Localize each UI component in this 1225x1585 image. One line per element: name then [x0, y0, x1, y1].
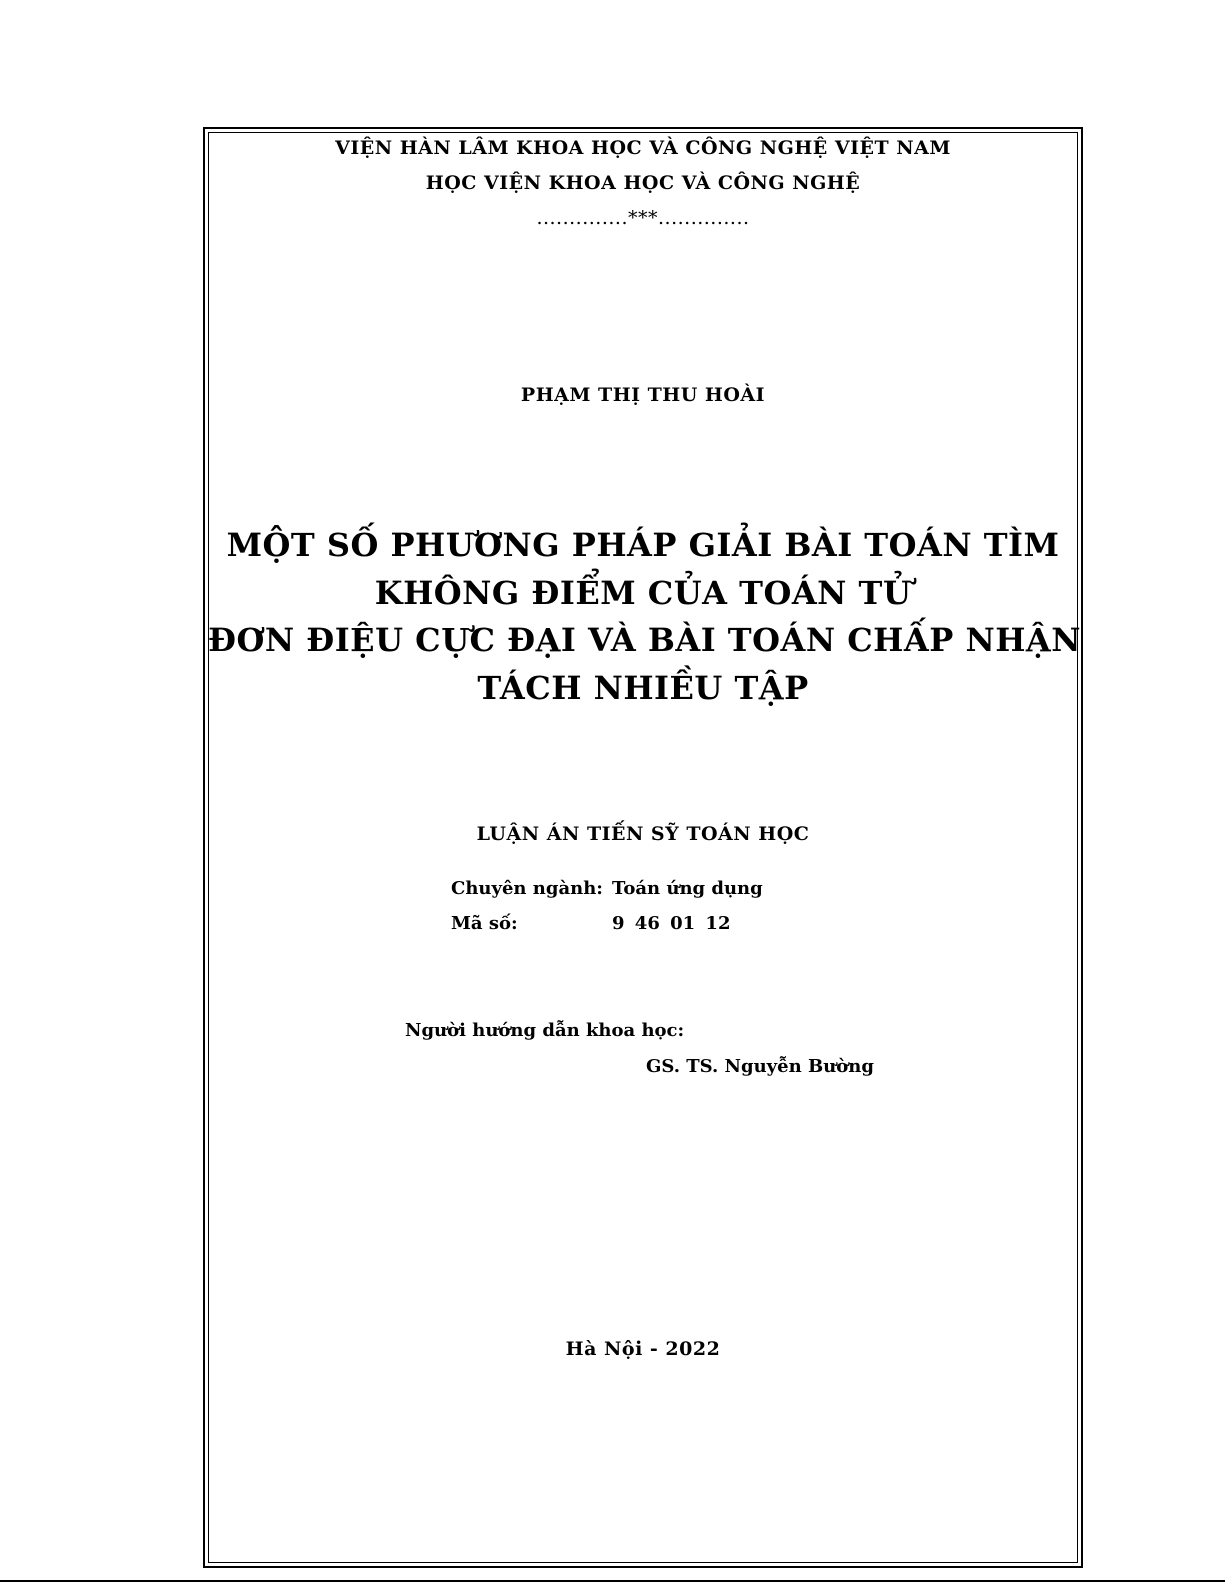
thesis-title-line-4: TÁCH NHIỀU TẬP: [477, 669, 809, 707]
author-name: PHẠM THỊ THU HOÀI: [520, 384, 766, 406]
thesis-title-line-3: ĐƠN ĐIỆU CỰC ĐẠI VÀ BÀI TOÁN CHẤP NHẬN: [208, 621, 1081, 659]
specialization-value: Toán ứng dụng: [612, 878, 763, 899]
thesis-title-line-1: MỘT SỐ PHƯƠNG PHÁP GIẢI BÀI TOÁN TÌM: [226, 526, 1060, 564]
code-value: 9 46 01 12: [612, 913, 731, 934]
header-separator: ..............***..............: [536, 207, 750, 229]
code-label: Mã số:: [451, 913, 518, 934]
thesis-title-line-2: KHÔNG ĐIỂM CỦA TOÁN TỬ: [374, 574, 912, 612]
advisor-name: GS. TS. Nguyễn Bường: [646, 1056, 874, 1077]
bottom-rule: [0, 1580, 1225, 1582]
institution-academy: VIỆN HÀN LÂM KHOA HỌC VÀ CÔNG NGHỆ VIỆT NAM: [335, 137, 951, 159]
institution-graduate-university: HỌC VIỆN KHOA HỌC VÀ CÔNG NGHỆ: [425, 172, 861, 194]
place-and-year: Hà Nội - 2022: [565, 1338, 721, 1360]
specialization-label: Chuyên ngành:: [451, 878, 603, 899]
advisor-label: Người hướng dẫn khoa học:: [405, 1020, 685, 1041]
degree-type: LUẬN ÁN TIẾN SỸ TOÁN HỌC: [476, 823, 810, 845]
